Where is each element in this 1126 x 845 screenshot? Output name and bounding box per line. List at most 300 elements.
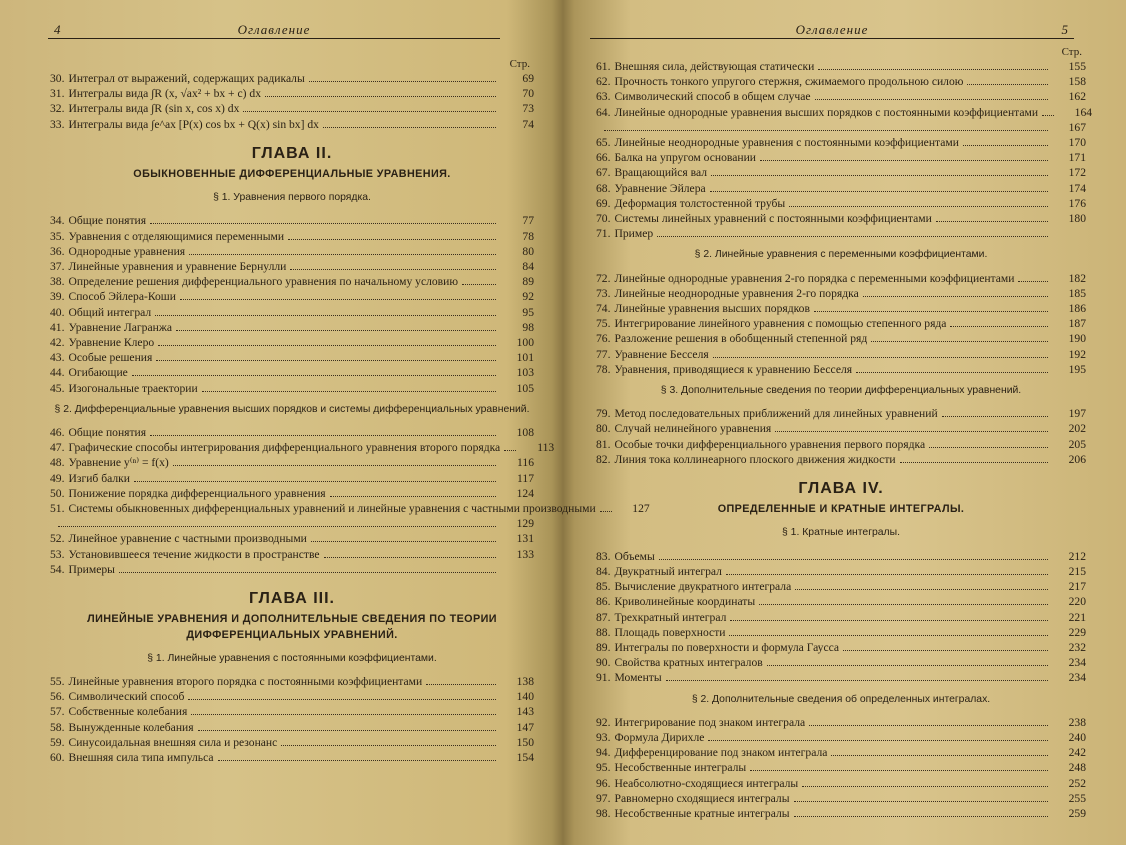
dot-leader — [760, 160, 1048, 161]
dot-leader — [309, 81, 496, 82]
entry-title: Линейные неоднородные уравнения с постоянными коэффициентами — [614, 136, 959, 150]
toc-body-right — [596, 46, 1093, 821]
entry-number: 83. — [596, 549, 611, 563]
dot-leader — [311, 541, 496, 542]
entry-page: 185 — [1068, 286, 1086, 300]
entry-number: 64. — [596, 105, 611, 119]
section-heading: § 1. Линейные уравнения с постоянными коэффициентами. — [147, 652, 437, 664]
entry-number: 72. — [596, 271, 611, 285]
toc-entry — [596, 549, 1086, 564]
toc-entry — [50, 440, 555, 455]
entry-page: 229 — [1068, 625, 1086, 639]
entry-title: Интегралы вида ∫R (sin x, cos x) dx — [68, 102, 240, 116]
entry-page: 100 — [516, 336, 534, 350]
entry-number: 36. — [50, 244, 65, 258]
toc-entry — [596, 331, 1086, 346]
entry-number: 42. — [50, 336, 65, 350]
toc-entry — [596, 120, 1086, 135]
entry-number: 45. — [50, 381, 65, 395]
entry-title: Изогональные траектории — [68, 381, 198, 395]
entry-page: 240 — [1068, 730, 1086, 744]
dot-leader — [775, 431, 1048, 432]
dot-leader — [950, 326, 1048, 327]
entry-title: Общие понятия — [68, 426, 147, 440]
entry-title: Системы линейных уравнений с постоянными коэффициентами — [614, 212, 932, 226]
entry-page: 167 — [1068, 120, 1086, 134]
entry-number: 70. — [596, 212, 611, 226]
dot-leader — [767, 665, 1048, 666]
toc-entry — [50, 735, 534, 750]
entry-title: Общие понятия — [68, 214, 147, 228]
toc-entry — [596, 271, 1086, 286]
entry-title: Разложение решения в обобщенный степенной ряд — [614, 332, 868, 346]
toc-entry — [596, 347, 1086, 362]
entry-number: 43. — [50, 351, 65, 365]
entry-number: 46. — [50, 426, 65, 440]
dot-leader — [134, 481, 496, 482]
entry-title: Метод последовательных приближений для линейных уравнений — [614, 407, 938, 421]
entry-number: 56. — [50, 690, 65, 704]
chapter-subtitle: ОБЫКНОВЕННЫЕ ДИФФЕРЕНЦИАЛЬНЫЕ УРАВНЕНИЯ. — [133, 168, 451, 181]
entry-title: Объемы — [614, 549, 655, 563]
dot-leader — [188, 699, 496, 700]
dot-leader — [942, 416, 1048, 417]
dot-leader — [713, 357, 1048, 358]
entry-number: 54. — [50, 562, 65, 576]
entry-title: Определение решения дифференциального уравнения по начальному условию — [68, 275, 459, 289]
entry-title: Примеры — [68, 562, 115, 576]
entry-page: 195 — [1068, 362, 1086, 376]
entry-title: Огибающие — [68, 366, 128, 380]
dot-leader — [963, 145, 1048, 146]
entry-number: 62. — [596, 75, 611, 89]
section-heading: § 1. Уравнения первого порядка. — [213, 192, 371, 204]
dot-leader — [58, 526, 496, 527]
dot-leader — [936, 221, 1048, 222]
chapter-subtitle: ЛИНЕЙНЫЕ УРАВНЕНИЯ И ДОПОЛНИТЕЛЬНЫЕ СВЕДЕНИЯ ПО ТЕОРИИ ДИФФЕРЕНЦИАЛЬНЫХ УРАВНЕНИЙ. — [87, 613, 497, 641]
entry-title: Несобственные кратные интегралы — [614, 806, 790, 820]
toc-entry — [596, 196, 1086, 211]
toc-entry — [596, 181, 1086, 196]
entry-page: 84 — [522, 260, 534, 274]
entry-title: Уравнение y⁽ⁿ⁾ = f(x) — [68, 456, 169, 470]
running-head-right — [590, 18, 1074, 39]
dot-leader — [863, 296, 1048, 297]
entry-page: 255 — [1068, 791, 1086, 805]
entry-page: 221 — [1068, 610, 1086, 624]
entry-number: 94. — [596, 746, 611, 760]
entry-page: 197 — [1068, 407, 1086, 421]
entry-page: 108 — [516, 426, 534, 440]
dot-leader — [967, 84, 1048, 85]
toc-entry — [596, 59, 1086, 74]
entry-title: Вращающийся вал — [614, 166, 707, 180]
toc-entry — [50, 101, 534, 116]
entry-title: Дифференцирование под знаком интеграла — [614, 746, 828, 760]
entry-title: Уравнения, приводящиеся к уравнению Бесселя — [614, 362, 853, 376]
page-number: 5 — [1061, 22, 1068, 37]
entry-title: Балка на упругом основании — [614, 151, 756, 165]
entry-title: Линейное уравнение с частными производными — [68, 532, 307, 546]
running-title: Оглавление — [237, 22, 311, 37]
toc-list — [50, 213, 534, 395]
entry-number: 30. — [50, 72, 65, 85]
toc-entry — [50, 350, 534, 365]
entry-page: 150 — [516, 735, 534, 749]
entry-page: 147 — [516, 720, 534, 734]
chapter-subtitle: ОПРЕДЕЛЕННЫЕ И КРАТНЫЕ ИНТЕГРАЛЫ. — [717, 503, 965, 516]
toc-list — [50, 71, 534, 132]
entry-page: 202 — [1068, 422, 1086, 436]
running-title: Оглавление — [795, 22, 869, 37]
toc-entry — [596, 74, 1086, 89]
toc-entry — [50, 562, 534, 577]
page-column-label: Стр. — [509, 58, 530, 70]
dot-leader — [759, 604, 1048, 605]
entry-number: 81. — [596, 437, 611, 451]
entry-title: Графические способы интегрирования дифференциального уравнения второго порядка — [68, 441, 501, 455]
entry-page: 190 — [1068, 332, 1086, 346]
toc-list — [596, 406, 1086, 467]
dot-leader — [324, 557, 497, 558]
dot-leader — [180, 299, 496, 300]
entry-number: 38. — [50, 275, 65, 289]
entry-page: 143 — [516, 705, 534, 719]
entry-page: 70 — [522, 87, 534, 101]
section-heading: § 2. Дифференциальные уравнения высших порядков и системы дифференциальных уравнений. — [54, 403, 530, 415]
dot-leader — [150, 435, 496, 436]
entry-page: 158 — [1068, 75, 1086, 89]
toc-entry — [596, 760, 1086, 775]
entry-number: 78. — [596, 362, 611, 376]
entry-number: 69. — [596, 196, 611, 210]
dot-leader — [929, 447, 1048, 448]
dot-leader — [856, 372, 1048, 373]
entry-number: 32. — [50, 102, 65, 116]
entry-number: 67. — [596, 166, 611, 180]
toc-list — [596, 59, 1093, 241]
entry-title: Уравнение Лагранжа — [68, 320, 172, 334]
entry-title: Способ Эйлера-Коши — [68, 290, 176, 304]
entry-page: 170 — [1068, 136, 1086, 150]
dot-leader — [666, 680, 1048, 681]
entry-number: 57. — [50, 705, 65, 719]
entry-page: 174 — [1068, 181, 1086, 195]
toc-entry — [50, 320, 534, 335]
entry-number: 85. — [596, 580, 611, 594]
dot-leader — [150, 223, 496, 224]
dot-leader — [290, 269, 496, 270]
entry-title: Неабсолютно-сходящиеся интегралы — [614, 776, 799, 790]
entry-number: 66. — [596, 151, 611, 165]
toc-list — [50, 674, 534, 765]
entry-number: 31. — [50, 87, 65, 101]
dot-leader — [900, 462, 1048, 463]
entry-number: 33. — [50, 117, 65, 131]
entry-title: Символический способ — [68, 690, 185, 704]
toc-entry — [50, 471, 534, 486]
entry-number: 79. — [596, 407, 611, 421]
dot-leader — [802, 786, 1048, 787]
toc-entry — [596, 745, 1086, 760]
toc-entry — [596, 406, 1086, 421]
toc-entry — [50, 486, 534, 501]
dot-leader — [871, 341, 1048, 342]
running-head-left — [48, 18, 500, 39]
entry-title: Интегрирование под знаком интеграла — [614, 715, 806, 729]
dot-leader — [330, 496, 496, 497]
toc-entry — [596, 211, 1086, 226]
entry-page: 238 — [1068, 715, 1086, 729]
toc-entry — [50, 381, 534, 396]
section-heading: § 1. Кратные интегралы. — [782, 527, 900, 539]
entry-number: 58. — [50, 720, 65, 734]
entry-number: 41. — [50, 320, 65, 334]
entry-number: 89. — [596, 640, 611, 654]
toc-entry — [50, 229, 534, 244]
dot-leader — [189, 254, 496, 255]
entry-title: Линейные однородные уравнения высших порядков с постоянными коэффициентами — [614, 105, 1039, 119]
dot-leader — [710, 191, 1048, 192]
entry-page: 180 — [1068, 212, 1086, 226]
entry-title: Двукратный интеграл — [614, 564, 722, 578]
dot-leader — [198, 730, 496, 731]
toc-entry — [596, 806, 1086, 821]
entry-number: 51. — [50, 502, 65, 516]
entry-page: 113 — [537, 441, 555, 455]
toc-entry — [50, 674, 534, 689]
toc-entry — [596, 135, 1086, 150]
section-heading: § 2. Линейные уравнения с переменными коэффициентами. — [694, 249, 988, 261]
entry-title: Линейные уравнения и уравнение Бернулли — [68, 260, 287, 274]
entry-page: 206 — [1068, 452, 1086, 466]
dot-leader — [265, 96, 496, 97]
dot-leader — [158, 345, 496, 346]
toc-entry — [596, 437, 1086, 452]
entry-number: 40. — [50, 305, 65, 319]
toc-entry — [50, 689, 534, 704]
entry-page: 131 — [516, 532, 534, 546]
entry-number: 65. — [596, 136, 611, 150]
entry-title: Уравнение Эйлера — [614, 181, 706, 195]
toc-entry — [596, 610, 1086, 625]
toc-entry — [596, 730, 1086, 745]
entry-title: Площадь поверхности — [614, 625, 726, 639]
entry-number: 59. — [50, 735, 65, 749]
entry-title: Интегралы по поверхности и формула Гаусса — [614, 640, 840, 654]
entry-title: Особые точки дифференциального уравнения первого порядка — [614, 437, 926, 451]
dot-leader — [750, 770, 1048, 771]
toc-entry — [50, 720, 534, 735]
entry-title: Линейные уравнения второго порядка с постоянными коэффициентами — [68, 674, 423, 688]
entry-title: Особые решения — [68, 351, 153, 365]
page-column-label: Стр. — [1061, 46, 1082, 58]
toc-entry — [596, 791, 1086, 806]
dot-leader — [730, 620, 1048, 621]
chapter-title: ГЛАВА III. — [249, 590, 335, 608]
entry-title: Линейные уравнения высших порядков — [614, 302, 810, 316]
entry-page: 234 — [1068, 671, 1086, 685]
entry-title: Системы обыкновенных дифференциальных уравнений и линейные уравнения с частными производными — [68, 502, 596, 516]
entry-number: 68. — [596, 181, 611, 195]
dot-leader — [657, 236, 1048, 237]
entry-title: Установившееся течение жидкости в пространстве — [68, 547, 320, 561]
entry-page: 248 — [1068, 761, 1086, 775]
entry-title: Общий интеграл — [68, 305, 152, 319]
dot-leader — [281, 745, 496, 746]
entry-number: 93. — [596, 730, 611, 744]
dot-leader — [794, 816, 1048, 817]
toc-entry — [596, 165, 1086, 180]
toc-entry — [596, 226, 1086, 241]
entry-number: 50. — [50, 486, 65, 500]
entry-page: 124 — [516, 486, 534, 500]
dot-leader — [1042, 115, 1054, 116]
entry-title: Уравнения с отделяющимися переменными — [68, 229, 285, 243]
entry-number: 61. — [596, 60, 611, 73]
entry-number: 95. — [596, 761, 611, 775]
entry-title: Внешняя сила типа импульса — [68, 750, 214, 764]
entry-number: 53. — [50, 547, 65, 561]
toc-entry — [50, 86, 534, 101]
toc-entry — [596, 316, 1086, 331]
dot-leader — [729, 635, 1048, 636]
dot-leader — [288, 239, 496, 240]
entry-page: 234 — [1068, 656, 1086, 670]
entry-page: 252 — [1068, 776, 1086, 790]
toc-entry — [596, 286, 1086, 301]
entry-number: 87. — [596, 610, 611, 624]
toc-entry — [596, 594, 1086, 609]
dot-leader — [218, 760, 496, 761]
entry-title: Символический способ в общем случае — [614, 90, 811, 104]
toc-entry — [596, 640, 1086, 655]
entry-page: 171 — [1068, 151, 1086, 165]
entry-number: 91. — [596, 671, 611, 685]
entry-number: 71. — [596, 227, 611, 241]
entry-number: 39. — [50, 290, 65, 304]
entry-page: 215 — [1068, 564, 1086, 578]
entry-title: Уравнение Клеро — [68, 336, 155, 350]
toc-entry — [50, 289, 534, 304]
entry-title: Вынужденные колебания — [68, 720, 194, 734]
entry-title: Интегрирование линейного уравнения с помощью степенного ряда — [614, 317, 947, 331]
entry-title: Трехкратный интеграл — [614, 610, 727, 624]
entry-title: Синусоидальная внешняя сила и резонанс — [68, 735, 278, 749]
entry-page: 205 — [1068, 437, 1086, 451]
section-heading: § 3. Дополнительные сведения по теории дифференциальных уравнений. — [660, 385, 1022, 397]
toc-list — [596, 271, 1086, 377]
entry-page: 154 — [516, 750, 534, 764]
entry-page: 259 — [1068, 806, 1086, 820]
dot-leader — [176, 330, 496, 331]
entry-number: 76. — [596, 332, 611, 346]
entry-page: 92 — [522, 290, 534, 304]
entry-number: 63. — [596, 90, 611, 104]
toc-entry — [596, 89, 1086, 104]
entry-page: 138 — [516, 674, 534, 688]
dot-leader — [119, 572, 496, 573]
toc-entry — [50, 335, 534, 350]
dot-leader — [604, 130, 1048, 131]
entry-number: 35. — [50, 229, 65, 243]
entry-number: 52. — [50, 532, 65, 546]
section-heading: § 2. Дополнительные сведения об определенных интегралах. — [691, 693, 991, 705]
entry-page: 176 — [1068, 196, 1086, 210]
dot-leader — [809, 725, 1048, 726]
dot-leader — [462, 284, 496, 285]
entry-page: 89 — [522, 275, 534, 289]
toc-entry — [50, 455, 534, 470]
dot-leader — [789, 206, 1048, 207]
toc-entry — [50, 425, 534, 440]
entry-title: Внешняя сила, действующая статически — [614, 60, 815, 73]
entry-page: 186 — [1068, 302, 1086, 316]
toc-entry — [50, 750, 534, 765]
entry-title: Интеграл от выражений, содержащих радикалы — [68, 72, 305, 85]
entry-number: 73. — [596, 286, 611, 300]
toc-entry — [596, 776, 1086, 791]
entry-title: Интегралы вида ∫e^ax [P(x) cos bx + Q(x) sin bx] dx — [68, 117, 319, 131]
entry-page: 77 — [522, 214, 534, 228]
toc-list — [596, 549, 1086, 686]
entry-page: 105 — [516, 381, 534, 395]
toc-entry — [596, 150, 1086, 165]
toc-entry — [596, 579, 1086, 594]
entry-page: 117 — [517, 471, 534, 485]
entry-number: 48. — [50, 456, 65, 470]
entry-number: 92. — [596, 715, 611, 729]
entry-number: 96. — [596, 776, 611, 790]
entry-page: 140 — [516, 690, 534, 704]
dot-leader — [831, 755, 1048, 756]
toc-entry — [596, 625, 1086, 640]
toc-entry — [596, 670, 1086, 685]
entry-page: 101 — [516, 351, 534, 365]
toc-entry — [50, 547, 534, 562]
entry-title: Линия тока коллинеарного плоского движения жидкости — [614, 452, 896, 466]
entry-number: 49. — [50, 471, 65, 485]
dot-leader — [132, 375, 496, 376]
entry-number: 60. — [50, 750, 65, 764]
entry-title: Вычисление двукратного интеграла — [614, 580, 792, 594]
entry-page: 80 — [522, 244, 534, 258]
entry-title: Несобственные интегралы — [614, 761, 747, 775]
entry-page: 95 — [522, 305, 534, 319]
dot-leader — [814, 311, 1048, 312]
entry-title: Формула Дирихле — [614, 730, 705, 744]
dot-leader — [818, 69, 1048, 70]
entry-title: Равномерно сходящиеся интегралы — [614, 791, 790, 805]
toc-entry — [596, 655, 1086, 670]
entry-page: 69 — [522, 72, 534, 85]
entry-number: 80. — [596, 422, 611, 436]
dot-leader — [243, 111, 496, 112]
toc-entry — [50, 531, 534, 546]
dot-leader — [1018, 281, 1048, 282]
entry-number: 98. — [596, 806, 611, 820]
toc-entry — [50, 259, 534, 274]
entry-page: 133 — [516, 547, 534, 561]
dot-leader — [794, 801, 1048, 802]
entry-page: 217 — [1068, 580, 1086, 594]
entry-number: 37. — [50, 260, 65, 274]
toc-entry — [50, 516, 534, 531]
toc-entry — [50, 704, 534, 719]
entry-page: 182 — [1068, 271, 1086, 285]
entry-number: 90. — [596, 656, 611, 670]
toc-entry — [596, 452, 1086, 467]
